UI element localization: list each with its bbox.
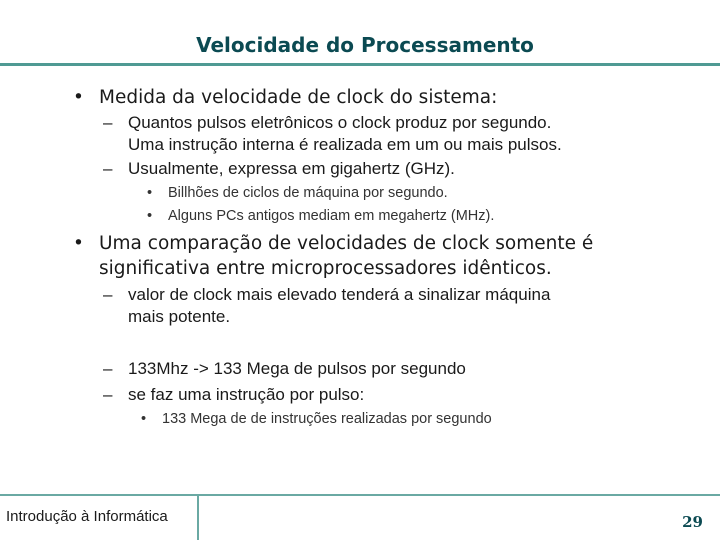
subbullet-line: se faz uma instrução por pulso: — [128, 385, 365, 404]
bullet-marker: • — [147, 185, 153, 201]
subbullet-pulses — [103, 112, 683, 156]
subbullet-gigahertz — [103, 158, 683, 180]
detail-text: 133 Mega de de instruções realizadas por segundo — [162, 411, 492, 427]
title-divider — [0, 63, 720, 66]
footer-course-title: Introdução à Informática — [6, 508, 168, 525]
dash-marker: – — [103, 159, 113, 178]
subbullet-line: Quantos pulsos eletrônicos o clock produz por segundo. — [128, 113, 552, 132]
detail-billions — [147, 183, 667, 203]
subbullet-line: valor de clock mais elevado tenderá a sinalizar máquina — [128, 285, 551, 304]
dash-marker: – — [103, 359, 113, 378]
subbullet-line: Uma instrução interna é realizada em um ou mais pulsos. — [128, 135, 562, 154]
subbullet-higher-clock — [103, 284, 683, 328]
dash-marker: – — [103, 385, 113, 404]
bullet-marker: • — [73, 233, 84, 254]
bullet-line: significativa entre microprocessadores idênticos. — [99, 258, 552, 279]
detail-text: Billhões de ciclos de máquina por segundo. — [168, 185, 448, 201]
bullet-comparison — [73, 231, 693, 281]
detail-133-mega — [141, 409, 661, 429]
dash-marker: – — [103, 285, 113, 304]
bullet-line: Uma comparação de velocidades de clock somente é — [99, 233, 594, 254]
subbullet-133mhz — [103, 358, 683, 380]
bullet-marker: • — [147, 208, 153, 224]
subbullet-one-instruction — [103, 384, 683, 406]
dash-marker: – — [103, 113, 113, 132]
detail-megahertz — [147, 206, 667, 226]
footer-divider-line — [0, 494, 720, 496]
bullet-marker: • — [73, 87, 84, 108]
footer-separator — [197, 496, 199, 540]
subbullet-line: Usualmente, expressa em gigahertz (GHz). — [128, 159, 455, 178]
page-number: 29 — [682, 513, 703, 531]
slide-title: Velocidade do Processamento — [196, 33, 534, 57]
subbullet-line: 133Mhz -> 133 Mega de pulsos por segundo — [128, 359, 466, 378]
subbullet-line: mais potente. — [128, 307, 231, 326]
bullet-clock-speed — [73, 85, 693, 110]
detail-text: Alguns PCs antigos mediam em megahertz (MHz). — [168, 208, 495, 224]
bullet-marker: • — [141, 411, 147, 427]
bullet-text: Medida da velocidade de clock do sistema: — [99, 87, 498, 108]
